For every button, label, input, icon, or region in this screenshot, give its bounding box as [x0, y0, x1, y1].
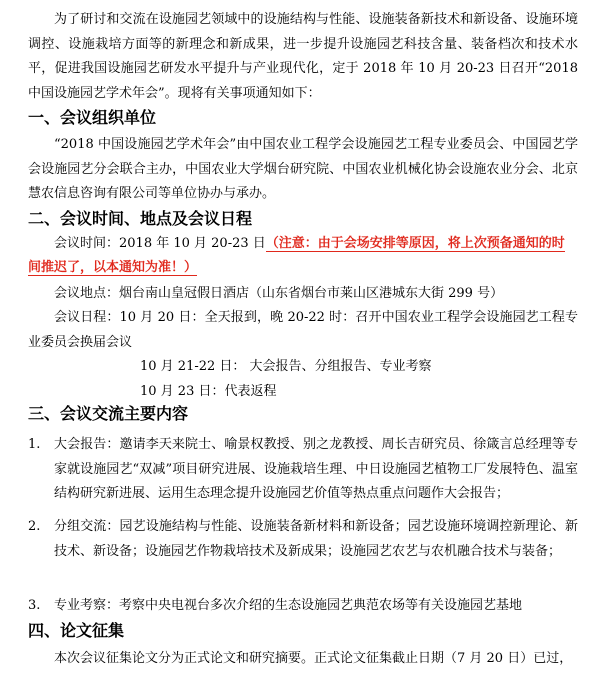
notice-text-part1: （注意：由于会场安排等原因，将上次预备通知的时 [265, 236, 565, 251]
section-2-heading: 二、会议时间、地点及会议日程 [28, 209, 253, 228]
meeting-schedule-1: 会议日程：10 月 20 日：全天报到，晚 20-22 时：召开中国农业工程学会设施园艺工程专业委员会换届会议 [28, 310, 578, 350]
intro-paragraph: 为了研讨和交流在设施园艺领域中的设施结构与性能、设施装备新技术和新设备、设施环境调控、设施栽培方面等的新理念和新成果，进一步提升设施园艺科技含量、装备档次和技术水平，促进我国设施园艺研发水平提升与产业现代化，定于 2018 年 10 月 20-23 日召开“2018 中国设施园艺学术年会”。现将有关事项通知如下： [28, 12, 578, 101]
meeting-time-line [54, 232, 565, 256]
list-item-number: 3. [28, 598, 41, 613]
meeting-schedule-2: 10 月 21-22 日： 大会报告、分组报告、专业考察 [140, 359, 432, 374]
list-item-text: 大会报告：邀请李天来院士、喻景权教授、别之龙教授、周长吉研究员、徐箴言总经理等专家就设施园艺“双减”项目研究进展、设施栽培生理、中日设施园艺植物工厂发展特色、温室结构研究新进展、运用生态理念提升设施园艺价值等热点重点问题作大会报告； [54, 437, 578, 501]
section-4-text: 本次会议征集论文分为正式论文和研究摘要。正式论文征集截止日期（7 月 20 日）已过， [54, 651, 573, 666]
section-1-text: “2018 中国设施园艺学术年会”由中国农业工程学会设施园艺工程专业委员会、中国园艺学会设施园艺分会联合主办，中国农业大学烟台研究院、中国农业机械化协会设施农业分会、北京慧农信息咨询有限公司等单位协办与承办。 [28, 137, 578, 201]
notice-line-2 [28, 256, 197, 280]
meeting-schedule-3: 10 月 23 日：代表返程 [140, 384, 277, 399]
list-item-text: 分组交流：园艺设施结构与性能、设施装备新材料和新设备；园艺设施环境调控新理论、新技术、新设备；设施园艺作物栽培技术及新成果；设施园艺农艺与农机融合技术与装备； [54, 519, 578, 559]
list-item-number: 1. [28, 437, 41, 452]
notice-text-part2: 间推迟了，以本通知为准！） [28, 260, 198, 275]
list-item [28, 594, 578, 619]
meeting-place: 会议地点：烟台南山皇冠假日酒店（山东省烟台市莱山区港城东大街 299 号） [54, 286, 504, 301]
list-item-number: 2. [28, 519, 41, 534]
list-item [28, 515, 578, 564]
meeting-time-label: 会议时间：2018 年 10 月 20-23 日 [54, 236, 266, 251]
section-1-heading: 一、会议组织单位 [28, 108, 157, 127]
section-3-heading: 三、会议交流主要内容 [28, 404, 189, 423]
section-4-heading: 四、论文征集 [28, 621, 125, 640]
list-item [28, 433, 578, 507]
list-item-text: 专业考察：考察中央电视台多次介绍的生态设施园艺典范农场等有关设施园艺基地 [54, 598, 523, 613]
